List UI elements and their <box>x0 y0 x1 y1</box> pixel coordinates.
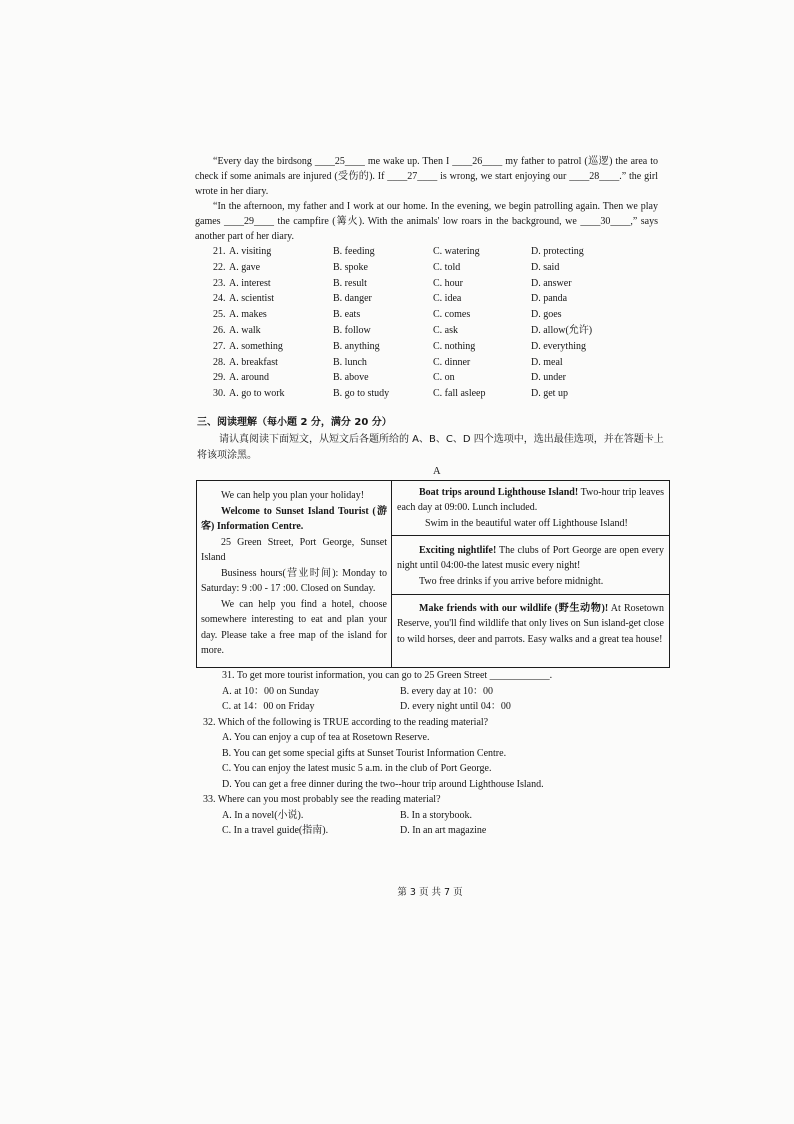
question-number: 30. <box>213 388 226 400</box>
question-number: 21. <box>213 246 226 257</box>
cloze-options <box>213 244 653 402</box>
swim-text: Swim in the beautiful water off Lighthouse Island! <box>425 517 628 529</box>
question-stem-31: 31. To get more tourist information, you can go to 25 Green Street ____________. <box>222 670 553 681</box>
section-heading: 三、阅读理解（每小题 2 分，满分 20 分） <box>197 417 392 428</box>
wildlife-cell <box>392 595 669 667</box>
option-c: C. told <box>433 261 461 273</box>
option-c: C. nothing <box>433 340 476 352</box>
option-a: A. at 10：00 on Sunday <box>222 685 319 697</box>
nightlife-text <box>397 543 664 574</box>
option-row-24 <box>213 291 653 307</box>
option-a: A. You can enjoy a cup of tea at Rosetown Reserve. <box>222 732 430 743</box>
option-a: A. makes <box>229 309 267 321</box>
option-row-27 <box>213 339 653 355</box>
option-b: B. You can get some special gifts at Sunset Tourist Information Centre. <box>222 747 507 759</box>
option-d: D. goes <box>531 309 562 321</box>
question-number: 22. <box>213 261 226 273</box>
option-row-28 <box>213 355 653 371</box>
option-b: B. result <box>333 277 367 289</box>
option-d: D. under <box>531 372 566 384</box>
option-row-22 <box>213 260 653 276</box>
option-b: B. feeding <box>333 246 375 257</box>
question-number: 29. <box>213 372 226 384</box>
option-a: A. around <box>229 372 269 384</box>
option-d: D. You can get a free dinner during the two--hour trip around Lighthouse Island. <box>222 778 544 790</box>
passage-paragraph-1: “Every day the birdsong ____25____ me wake up. Then I ____26____ my father to patrol (巡逻) the area to check if some animals are injured (受伤的). If ____27____ is wrong, we start enjoying our ____28____.” the girl wrote in her diary. <box>195 156 658 197</box>
welcome-text: Welcome to Sunset Island Tourist (游客) Information Centre. <box>201 505 387 532</box>
option-c: C. watering <box>433 246 480 257</box>
option-c: C. on <box>433 372 455 384</box>
option-a: A. visiting <box>229 246 272 257</box>
question-stem-33: 33. Where can you most probably see the reading material? <box>203 794 441 805</box>
option-d: D. get up <box>531 388 568 400</box>
option-b: B. danger <box>333 293 372 305</box>
nightlife-headline: Exciting nightlife! <box>419 545 497 556</box>
boat-trips-headline: Boat trips around Lighthouse Island! <box>419 487 579 498</box>
option-row-23 <box>213 276 653 292</box>
option-b: B. go to study <box>333 388 390 400</box>
question-number: 24. <box>213 293 226 305</box>
option-b: B. anything <box>333 340 380 352</box>
option-c: C. fall asleep <box>433 388 486 400</box>
option-d: D. panda <box>531 293 568 305</box>
free-drinks-text: Two free drinks if you arrive before midnight. <box>419 575 604 587</box>
passage-paragraph-2: “In the afternoon, my father and I work at our home. In the evening, we begin patrolling again. Then we play games ____29____ the campfire (篝火). With the animals' low roars in the background, we ____30____,” says another part of her diary. <box>195 201 658 242</box>
option-d: D. answer <box>531 277 572 289</box>
welcome-heading <box>201 504 387 535</box>
option-b: B. In a storybook. <box>400 809 472 821</box>
option-a: A. walk <box>229 324 261 336</box>
option-a: A. gave <box>229 261 261 273</box>
boat-trips-detail: Two-hour trip leaves each day at 09:00. Lunch included. <box>397 487 664 514</box>
section-instruction: 请认真阅读下面短文，从短文后各题所给的 A、B、C、D 四个选项中，选出最佳选项，并在答题卡上将该项涂黑。 <box>197 434 664 461</box>
holiday-intro: We can help you plan your holiday! <box>221 490 365 501</box>
option-d: D. allow(允许) <box>531 324 593 336</box>
nightlife-cell <box>392 536 669 595</box>
question-number: 23. <box>213 277 226 289</box>
option-d: D. meal <box>531 356 563 368</box>
cloze-passage <box>195 154 658 244</box>
option-b: B. spoke <box>333 261 368 273</box>
option-a: A. breakfast <box>229 356 278 368</box>
business-hours: Business hours(营业时间): Monday to Saturday: 9 :00 - 17 :00. Closed on Sunday. <box>201 567 387 594</box>
reading-questions <box>203 668 663 839</box>
question-number: 25. <box>213 309 226 321</box>
option-a: A. something <box>229 340 283 352</box>
page-footer: 第 3 页 共 7 页 <box>397 887 463 898</box>
centre-address: 25 Green Street, Port George, Sunset Island <box>201 536 387 563</box>
option-b: B. eats <box>333 309 361 321</box>
option-row-21 <box>213 244 653 260</box>
tourist-advert-box <box>196 480 670 668</box>
option-c: C. hour <box>433 277 463 289</box>
question-number: 28. <box>213 356 226 368</box>
option-a: A. interest <box>229 277 271 289</box>
option-d: D. protecting <box>531 246 584 257</box>
boat-trips-text <box>397 485 664 516</box>
option-b: B. lunch <box>333 356 367 368</box>
option-row-26 <box>213 323 653 339</box>
wildlife-detail: At Rosetown Reserve, you'll find wildlife that only lives on Sun island-get close to wild horses, deer and parrots. Easy walks and a great tea house! <box>397 603 664 645</box>
option-c: C. idea <box>433 293 462 305</box>
option-b: B. every day at 10：00 <box>400 685 494 697</box>
option-a: A. In a novel(小说). <box>222 809 304 821</box>
option-c: C. You can enjoy the latest music 5 a.m. in the club of Port George. <box>222 763 492 774</box>
boat-trips-cell <box>392 481 669 536</box>
option-b: B. follow <box>333 324 371 336</box>
question-33-options-cd <box>203 823 663 839</box>
option-a: A. go to work <box>229 388 285 400</box>
option-row-25 <box>213 307 653 323</box>
question-number: 27. <box>213 340 226 352</box>
attractions-panel <box>392 481 669 667</box>
option-c: C. at 14：00 on Friday <box>222 701 315 712</box>
question-number: 26. <box>213 324 226 336</box>
option-d: D. every night until 04：00 <box>400 701 511 712</box>
question-33-options-ab <box>203 808 663 824</box>
tourist-centre-panel <box>197 481 392 667</box>
passage-label: A <box>433 466 441 477</box>
option-c: C. dinner <box>433 356 471 368</box>
option-d: D. everything <box>531 340 586 352</box>
question-31-options-ab <box>203 684 663 700</box>
option-row-30 <box>213 386 653 402</box>
option-d: D. In an art magazine <box>400 825 487 836</box>
wildlife-text <box>397 601 664 647</box>
question-31-options-cd <box>203 699 663 715</box>
question-stem-32: 32. Which of the following is TRUE according to the reading material? <box>203 716 489 728</box>
option-row-29 <box>213 370 653 386</box>
option-c: C. In a travel guide(指南). <box>222 825 329 836</box>
option-c: C. ask <box>433 324 458 336</box>
nightlife-detail: The clubs of Port George are open every night until 04:00-the latest music every night! <box>397 545 665 572</box>
option-c: C. comes <box>433 309 471 321</box>
wildlife-headline: Make friends with our wildlife (野生动物)! <box>419 603 609 614</box>
centre-services: We can help you find a hotel, choose somewhere interesting to eat and plan your day. Please take a free map of the island for more. <box>201 598 387 656</box>
option-a: A. scientist <box>229 293 274 305</box>
option-b: B. above <box>333 372 369 384</box>
option-d: D. said <box>531 261 560 273</box>
